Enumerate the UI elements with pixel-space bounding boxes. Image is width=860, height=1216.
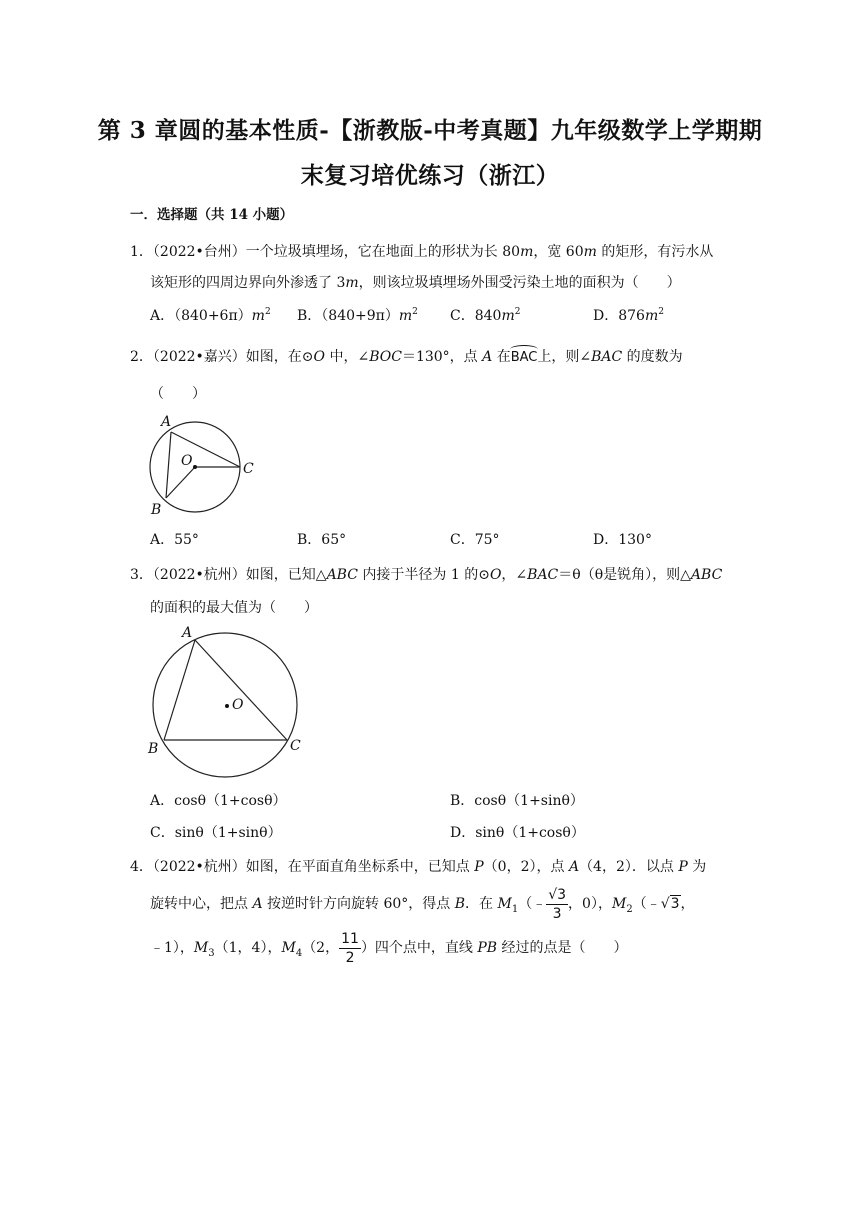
q3-label-a: A [182, 625, 193, 641]
q2-stem-line2: （ ） [150, 386, 206, 402]
q2-label-b: B [151, 502, 162, 518]
fraction-m4: $\frac{11}{2}$ [341, 930, 359, 966]
q4-stem-line3: ﹣1），$M_3(1$，4），$M_4(2$， $\frac{11}{2}$ ）四个点中，直线 PB 经过的点是（ ） [150, 930, 628, 966]
q2-center-point [193, 465, 197, 469]
q3-option-d[interactable]: D．sinθ（1+cosθ） [450, 825, 585, 841]
q3-segment-ab [164, 640, 195, 740]
q3-segment-ac [195, 640, 287, 740]
arc-notation: BAC [510, 350, 538, 365]
q2-label-c: C [243, 461, 254, 477]
q1-stem-line1: 1．（2022•台州）一个垃圾填埋场，它在地面上的形状为长 80m，宽 60m 的矩形，有污水从 [130, 244, 714, 260]
q2-option-c[interactable]: C．75° [450, 532, 500, 548]
q2-segment-ob [166, 467, 195, 498]
q3-option-c[interactable]: C．sinθ（1+sinθ） [150, 825, 282, 841]
q2-stem-line1: 2．（2022•嘉兴）如图，在⊙O 中，∠BOC＝130°，点 A 在BAC上，则∠BAC 的度数为 [130, 349, 683, 365]
document-title-line1: 第 3 章圆的基本性质-【浙教版-中考真题】九年级数学上学期期 [97, 117, 763, 144]
q1-option-a[interactable]: A．$(840+6\pi)m^2$ [150, 307, 271, 324]
q3-stem-line1: 3．（2022•杭州）如图，已知△ABC 内接于半径为 1 的⊙O，∠BAC＝θ（θ是锐角），则△ABC [130, 567, 723, 583]
q3-label-c: C [290, 738, 301, 754]
q4-stem-line1: 4．（2022•杭州）如图，在平面直角坐标系中，已知点 P（0，2），点 A（4，2）．以点 P 为 [130, 859, 707, 875]
q1-option-b[interactable]: B．$(840+9\pi)m^2$ [297, 307, 418, 324]
section-heading: 一．选择题（共 14 小题） [130, 207, 294, 223]
q1-stem-line2: 该矩形的四周边界向外渗透了 3m，则该垃圾填埋场外围受污染土地的面积为（ ） [150, 275, 681, 291]
q2-option-d[interactable]: D．130° [593, 532, 652, 548]
q2-circle-figure [145, 410, 265, 520]
q3-label-o: O [232, 697, 244, 713]
q3-option-b[interactable]: B．cosθ（1+sinθ） [450, 793, 584, 809]
q3-circle-figure [140, 620, 315, 785]
q4-stem-line2: 旋转中心，把点 A 按逆时针方向旋转 60°，得点 B．在 $M_1(﹣$ $\frac{√3}{3}$ ，0），$M_2(﹣√3$， [150, 884, 695, 930]
q1-option-d[interactable]: D．$876m^2$ [593, 307, 664, 324]
q3-stem-line2: 的面积的最大值为（ ） [150, 600, 318, 616]
sqrt-m2: √3 [660, 896, 680, 912]
q2-segment-ab [166, 432, 171, 498]
q3-label-b: B [148, 741, 159, 757]
q3-center-point [225, 704, 229, 708]
q1-option-c[interactable]: C．$840m^2$ [450, 307, 521, 324]
q3-option-a[interactable]: A．cosθ（1+cosθ） [150, 793, 287, 809]
q2-option-a[interactable]: A．55° [150, 532, 199, 548]
q2-label-o: O [181, 453, 193, 469]
q2-label-a: A [161, 414, 172, 430]
document-title-line2: 末复习培优练习（浙江） [300, 162, 560, 189]
q2-option-b[interactable]: B．65° [297, 532, 347, 548]
fraction-m1: $\frac{√3}{3}$ [548, 886, 567, 922]
